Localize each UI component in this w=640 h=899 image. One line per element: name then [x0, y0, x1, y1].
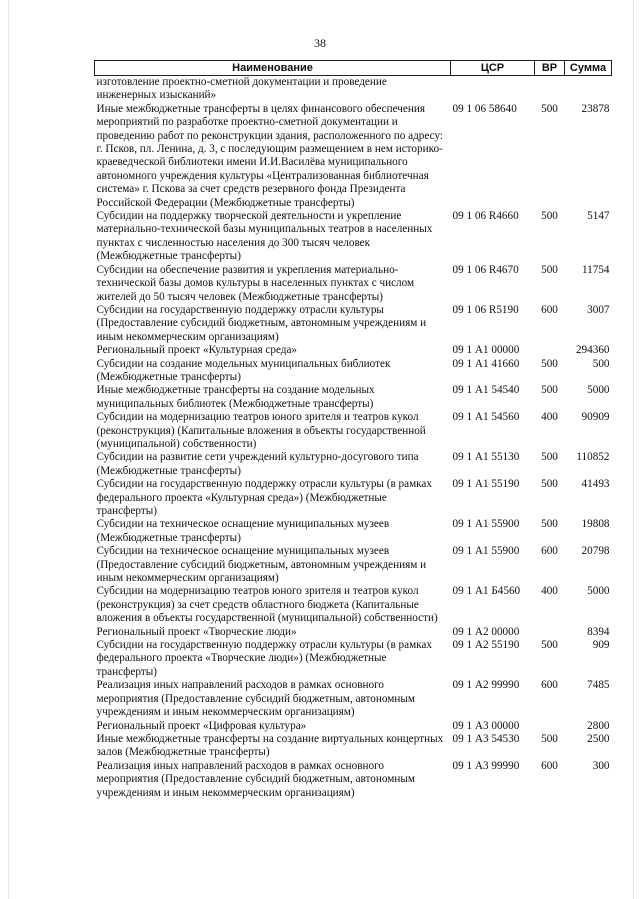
row-csr: 09 1 А1 55900: [452, 545, 520, 558]
scan-edge-left: [8, 0, 9, 899]
row-name: изготовление проектно-сметной документации и проведение инженерных изысканий»: [96, 76, 387, 102]
row-csr: 09 1 А3 99990: [452, 759, 520, 772]
row-name: Субсидии на государственную поддержку отрасли культуры (в рамках федерального проекта «Культурная среда») (Межбюджетные трансферты): [96, 478, 432, 517]
table-row: [95, 344, 612, 357]
row-name: Региональный проект «Культурная среда»: [96, 344, 298, 357]
row-name: Иные межбюджетные трансферты на создание виртуальных концертных залов (Межбюджетные трансферты): [96, 732, 444, 759]
row-csr: 09 1 А3 00000: [452, 719, 520, 732]
row-vr: 600: [541, 545, 558, 558]
row-name: Региональный проект «Цифровая культура»: [96, 719, 307, 732]
row-sum: 110852: [576, 451, 610, 464]
row-sum: 7485: [587, 679, 610, 692]
table-row: [95, 545, 612, 585]
row-csr: 09 1 А1 55190: [452, 478, 520, 491]
row-name: Реализация иных направлений расходов в рамках основного мероприятия (Предоставление субсидий бюджетным, автономным учреждениям и иным некоммерческим организациям): [96, 679, 415, 719]
row-name: Субсидии на модернизацию театров юного зрителя и театров кукол (реконструкция) (Капитальные вложения в объекты государственной (муниципальной) собственности): [96, 411, 426, 450]
row-csr: 09 1 А1 55900: [452, 518, 520, 531]
table-row: [95, 103, 612, 210]
row-vr: [535, 76, 565, 103]
row-vr: 500: [541, 357, 558, 370]
row-sum: 500: [592, 357, 610, 370]
row-name: Субсидии на государственную поддержку отрасли культуры (в рамках федерального проекта «Творческие люди») (Межбюджетные трансферты): [96, 639, 432, 678]
scan-edge-right: [633, 0, 634, 899]
row-vr: 400: [541, 411, 558, 424]
row-name: Реализация иных направлений расходов в рамках основного мероприятия (Предоставление субсидий бюджетным, автономным учреждениям и иным некоммерческим организациям): [96, 759, 415, 799]
row-name: Субсидии на поддержку творческой деятельности и укрепление материально-технической базы муниципальных театров в населенных пунктах с численностью населения до 300 тысяч человек (Межбюджетные трансферты): [96, 210, 433, 263]
row-sum: 300: [592, 759, 610, 772]
header-csr: ЦСР: [451, 61, 535, 76]
row-vr: [535, 626, 565, 639]
row-vr: 600: [541, 759, 558, 772]
row-name: Субсидии на создание модельных муниципальных библиотек (Межбюджетные трансферты): [96, 357, 391, 383]
row-name: Субсидии на техническое оснащение муниципальных музеев (Предоставление субсидий бюджетным, автономным учреждениям и иным некоммерческим организациям): [96, 545, 427, 585]
page-number: 38: [314, 36, 326, 50]
row-name: Субсидии на государственную поддержку отрасли культуры (Предоставление субсидий бюджетным, автономным учреждениям и иным некоммерческим организациям): [96, 303, 427, 343]
table-header-row: [95, 61, 612, 76]
table-row: [95, 478, 612, 518]
row-csr: 09 1 А2 55190: [452, 639, 520, 652]
row-sum: 19808: [581, 518, 610, 531]
table-body: [95, 76, 612, 800]
row-name: Субсидии на модернизацию театров юного зрителя и театров кукол (реконструкция) за счет средств областного бюджета (Капитальные вложения в объекты государственной (муниципальной) собственности): [96, 585, 438, 625]
row-csr: 09 1 А1 54540: [452, 384, 520, 397]
header-sum: Сумма: [565, 61, 612, 76]
row-name: Субсидии на обеспечение развития и укрепления материально-технической базы домов культуры в населенных пунктах с числом жителей до 50 тысяч человек (Межбюджетные трансферты): [96, 263, 415, 303]
table-row: [95, 760, 612, 800]
table-row: [95, 304, 612, 344]
table-row: [95, 76, 612, 103]
row-vr: [535, 344, 565, 357]
table-row: [95, 451, 612, 478]
row-sum: 5147: [587, 210, 610, 223]
row-csr: 09 1 А1 41660: [452, 357, 520, 370]
row-vr: 500: [541, 478, 558, 491]
row-vr: 600: [541, 679, 558, 692]
row-sum: 20798: [581, 545, 610, 558]
row-sum: 2800: [587, 719, 610, 732]
row-csr: 09 1 А3 54530: [452, 732, 520, 745]
row-csr: 09 1 06 R4670: [452, 263, 519, 276]
row-vr: 500: [541, 451, 558, 464]
table-row: [95, 720, 612, 733]
row-sum: 2500: [587, 732, 610, 745]
row-name: Региональный проект «Творческие люди»: [96, 625, 297, 638]
row-sum: 5000: [587, 384, 610, 397]
row-vr: 500: [541, 263, 558, 276]
row-csr: 09 1 А1 54560: [452, 411, 520, 424]
row-sum: [565, 76, 612, 103]
row-vr: [535, 720, 565, 733]
row-vr: 500: [541, 102, 558, 115]
table-row: [95, 264, 612, 304]
row-csr: 09 1 06 R5190: [452, 303, 519, 316]
row-vr: 500: [541, 210, 558, 223]
table-row: [95, 679, 612, 719]
row-vr: 500: [541, 384, 558, 397]
row-name: Субсидии на развитие сети учреждений культурно-досугового типа (Межбюджетные трансферты): [96, 451, 419, 477]
table-row: [95, 411, 612, 451]
header-vr: ВР: [535, 61, 565, 76]
row-sum: 23878: [581, 102, 610, 115]
row-csr: 09 1 А2 00000: [452, 625, 520, 638]
row-sum: 909: [592, 639, 610, 652]
row-sum: 90909: [581, 411, 610, 424]
table-row: [95, 639, 612, 679]
table-row: [95, 358, 612, 385]
row-vr: 400: [541, 585, 558, 598]
row-sum: 11754: [581, 263, 610, 276]
row-sum: 8394: [587, 625, 610, 638]
table-row: [95, 733, 612, 760]
row-csr: 09 1 А1 55130: [452, 451, 520, 464]
row-name: Иные межбюджетные трансферты в целях финансового обеспечения мероприятий по разработке проектно-сметной документации и проведению работ по реконструкции здания, расположенного по адресу: г. Псков, пл. Ленина, д. 3, с последующим размещением в нем историко-краеведческой библиотеки имени И.И.Василёва муниципального автономного учреждения культуры «Централизованная библиотечная система» г. Пскова за счет средств резервного фонда Президента Российской Федерации (Межбюджетные трансферты): [96, 102, 443, 209]
row-vr: 500: [541, 518, 558, 531]
row-csr: 09 1 А2 99990: [452, 679, 520, 692]
row-csr: 09 1 06 R4660: [452, 210, 519, 223]
row-vr: 500: [541, 639, 558, 652]
table-row: [95, 585, 612, 625]
table-row: [95, 518, 612, 545]
row-vr: 600: [541, 303, 558, 316]
row-sum: 294360: [575, 344, 610, 357]
budget-table: [94, 60, 612, 800]
row-csr: 09 1 06 58640: [452, 102, 517, 115]
table-row: [95, 384, 612, 411]
row-name: Иные межбюджетные трансферты на создание модельных муниципальных библиотек (Межбюджетные трансферты): [96, 384, 375, 410]
row-csr: [451, 76, 535, 103]
table-row: [95, 626, 612, 639]
table-row: [95, 210, 612, 264]
row-vr: 500: [541, 732, 558, 745]
row-name: Субсидии на техническое оснащение муниципальных музеев (Межбюджетные трансферты): [96, 518, 390, 544]
row-sum: 3007: [587, 303, 610, 316]
row-sum: 5000: [587, 585, 610, 598]
row-csr: 09 1 А1 00000: [452, 344, 520, 357]
row-sum: 41493: [581, 478, 610, 491]
header-name: Наименование: [95, 61, 451, 76]
row-csr: 09 1 А1 Б4560: [452, 585, 521, 598]
